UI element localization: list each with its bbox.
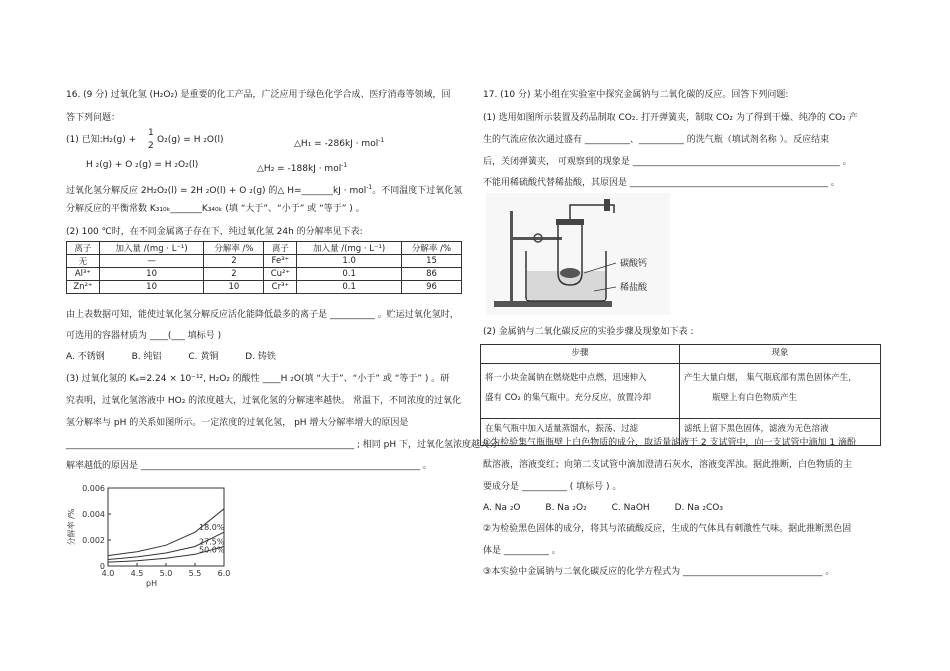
q17-part1-l2: 生的气流应依次通过盛有 __________、__________ 的洗气瓶（填试剂名称 ）。反应结束 (483, 135, 830, 145)
q16-part3-l3: 氢分解率与 pH 的关系如图所示。一定浓度的过氧化氢， pH 增大分解率增大的原因是 (66, 418, 409, 428)
table-cell: 在集气瓶中加入适量蒸馏水，振荡、过滤 (481, 419, 680, 446)
option-d: D. 铸铁 (245, 352, 276, 362)
q17-part2-q1-l2: 酞溶液，溶液变红；向第二支试管中滴加澄清石灰水，溶液变浑浊。据此推断，白色物质的主 (483, 460, 853, 470)
table-cell: 0.1 (297, 268, 402, 281)
y-tick-label: 0.004 (82, 510, 105, 519)
label-calcium-carbonate: 碳酸钙 (620, 259, 648, 269)
table-cell: 86 (401, 268, 461, 281)
table-cell: 2 (204, 268, 264, 281)
q16-part1-dh1: △H₁ = -286kJ · mol$^{-1}$ (294, 137, 385, 149)
series-label: 50.0% (199, 545, 225, 555)
table-cell: 无 (67, 255, 100, 268)
table-row (67, 255, 462, 268)
y-tick-label: 0 (99, 562, 105, 571)
option-b: B. 纯铝 (131, 352, 162, 362)
q17-part1-l1: (1) 选用如图所示装置及药品制取 CO₂. 打开弹簧夹，制取 CO₂ 为了得到干燥、纯净的 CO₂ 产 (483, 113, 858, 123)
q16-part2-q1: 由上表数据可知，能使过氧化氢分解反应活化能降低最多的离子是 __________ 。贮运过氧化氢时， (66, 310, 459, 320)
calcium-carbonate-pieces (560, 268, 580, 278)
fraction-numerator: 1 (148, 128, 154, 138)
stopper (556, 219, 584, 225)
table-cell: 10 (204, 281, 264, 294)
q17-part2-q3: ③本实验中金属钠与二氧化碳反应的化学方程式为 _______________________________ 。 (483, 567, 835, 577)
option-c: C. NaOH (611, 503, 650, 513)
q16-part1-eq1-left: (1) 已知:H₂(g) + (66, 135, 137, 145)
table-cell: — (99, 255, 204, 268)
q16-part3-l2: 究表明，过氧化氢溶液中 HO₂ 的浓度越大，过氧化氢的分解速率越快。 常温下，不同浓度的过氧化 (66, 396, 462, 406)
q16-part3-l4: ________________________________________________________________ ; 相同 pH 下，过氧化氢浓度越大分 (66, 440, 498, 450)
table-row (67, 268, 462, 281)
q17-part2-q1-l1: ①为检验集气瓶瓶壁上白色物质的成分，取适量滤液于 2 支试管中，向一支试管中滴加 1 滴酚 (483, 438, 856, 448)
q16-intro: 16. (9 分) 过氧化氢 (H₂O₂) 是重要的化工产品，广泛应用于绿色化学合成、医疗消毒等领域，回 (66, 90, 451, 100)
q16-part2-q2: 可选用的容器材质为 ____(___ 填标号 ) (66, 331, 222, 341)
table-row (67, 281, 462, 294)
q16-part1-eq2: H ₂(g) + O ₂(g) = H ₂O₂(l) (86, 160, 199, 170)
series-label: 18.0% (199, 523, 225, 533)
q17-part2-q2-l1: ②为检验黑色固体的成分，将其与浓硫酸反应，生成的气体具有刺激性气味。据此推断黑色固 (483, 524, 852, 534)
table-header: 分解率 /% (401, 242, 461, 255)
option-b: B. Na ₂O₂ (545, 503, 587, 513)
table-cell (680, 364, 881, 419)
option-d: D. Na ₂CO₃ (674, 503, 723, 513)
reaction-table (480, 344, 881, 446)
x-tick-label: 4.0 (101, 569, 115, 578)
table-cell: 15 (401, 255, 461, 268)
q16-part3-l1: (3) 过氧化氢的 Kₐ=2.24 × 10⁻¹², H₂O₂ 的酸性 ____H ₂O(填 “大于”、“小于” 或 “等于” ) 。研 (66, 374, 450, 384)
q17-part2-q2-l2: 体是 __________ 。 (483, 546, 561, 556)
table-header: 离子 (67, 242, 100, 255)
y-tick-label: 0.002 (82, 536, 105, 545)
co2-generator-apparatus (486, 193, 670, 315)
x-tick-label: 6.0 (217, 569, 231, 578)
step-line: 将一小块金属钠在燃烧匙中点燃，迅速伸入 (485, 373, 647, 383)
q17-intro: 17. (10 分) 某小组在实验室中探究金属钠与二氧化碳的反应。回答下列问题: (483, 90, 789, 100)
x-tick-label: 4.5 (130, 569, 144, 578)
option-a: A. Na ₂O (483, 503, 521, 513)
spring-clamp-icon (604, 199, 610, 211)
table-header-row (67, 242, 462, 255)
stand-rod (510, 211, 513, 301)
fraction-denominator: 2 (148, 141, 154, 151)
q16-part2-intro: (2) 100 ℃时，在不同金属离子存在下，纯过氧化氢 24h 的分解率见下表: (66, 227, 363, 237)
q16-options (66, 352, 276, 363)
y-tick-label: 0.006 (82, 484, 105, 493)
series-label: 27.5% (199, 537, 225, 547)
q17-part1-l4: 不能用稀硫酸代替稀盐酸，其原因是 ____________________________________________ 。 (483, 178, 840, 188)
q17-part2-q1-l3: 要成分是 __________ ( 填标号 ) 。 (483, 482, 622, 492)
table-cell: Fe³⁺ (264, 255, 297, 268)
table-row (481, 364, 881, 419)
option-a: A. 不锈钢 (66, 352, 105, 362)
table-cell: 2 (204, 255, 264, 268)
step-line: 盛有 CO₂ 的集气瓶中。充分反应，放置冷却 (485, 393, 651, 403)
q17-options (483, 503, 723, 514)
q17-part2-intro: (2) 金属钠与二氧化碳反应的实验步骤及现象如下表 : (483, 327, 694, 337)
table-header: 加入量 /(mg · L⁻¹) (99, 242, 204, 255)
q16-part1-eq1-right: O₂(g) = H ₂O(l) (157, 135, 224, 145)
table-cell: 1.0 (297, 255, 402, 268)
q16-intro-cont: 答下列问题： (66, 113, 121, 123)
table-cell: Zn²⁺ (67, 281, 100, 294)
table-header: 分解率 /% (204, 242, 264, 255)
y-axis-label: 分解率 /% (67, 508, 76, 546)
table-cell: 0.1 (297, 281, 402, 294)
table-header: 现象 (680, 345, 881, 364)
table-cell (481, 364, 680, 419)
x-axis-label: pH (146, 579, 158, 588)
table-cell: 96 (401, 281, 461, 294)
label-dilute-hcl: 稀盐酸 (620, 283, 648, 293)
q16-part1-dh2: △H₂ = -188kJ · mol$^{-1}$ (257, 162, 348, 174)
table-cell: 10 (99, 268, 204, 281)
table-header: 步骤 (481, 345, 680, 364)
table-cell: Cu²⁺ (264, 268, 297, 281)
option-c: C. 黄铜 (188, 352, 219, 362)
table-cell: Cr³⁺ (264, 281, 297, 294)
q16-part3-l5: 解率越低的原因是 ______________________________________________________________ 。 (66, 461, 432, 471)
q16-part1-k: 分解反应的平衡常数 K₃₁₀ₖ_______K₃₄₀ₖ (填 “大于”、“小于” 或 “等于” ) 。 (66, 204, 365, 214)
table-header: 离子 (264, 242, 297, 255)
table-cell: Al³⁺ (67, 268, 100, 281)
q16-part1-decomp: 过氧化氢分解反应 2H₂O₂(l) = 2H ₂O(l) + O ₂(g) 的△ H=_______kJ · mol$^{-1}$。不同温度下过氧化氢 (66, 184, 463, 196)
clamp-arm (510, 237, 562, 240)
x-tick-label: 5.5 (188, 569, 202, 578)
ion-table (66, 241, 462, 294)
decomposition-rate-chart (62, 480, 242, 588)
phenomenon-line: 瓶壁上有白色物质产生 (712, 393, 798, 403)
stand-base (494, 301, 612, 307)
x-tick-label: 5.0 (159, 569, 173, 578)
q17-part1-l3: 后，关闭弹簧夹， 可观察到的现象是 ______________________________________________ 。 (483, 157, 852, 167)
table-cell: 滤纸上留下黑色固体，滤液为无色溶液 (680, 419, 881, 446)
table-header-row (481, 345, 881, 364)
phenomenon-line: 产生大量白烟， 集气瓶底部有黑色固体产生， (684, 373, 857, 383)
table-header: 加入量 /(mg · L⁻¹) (297, 242, 402, 255)
table-cell: 10 (99, 281, 204, 294)
